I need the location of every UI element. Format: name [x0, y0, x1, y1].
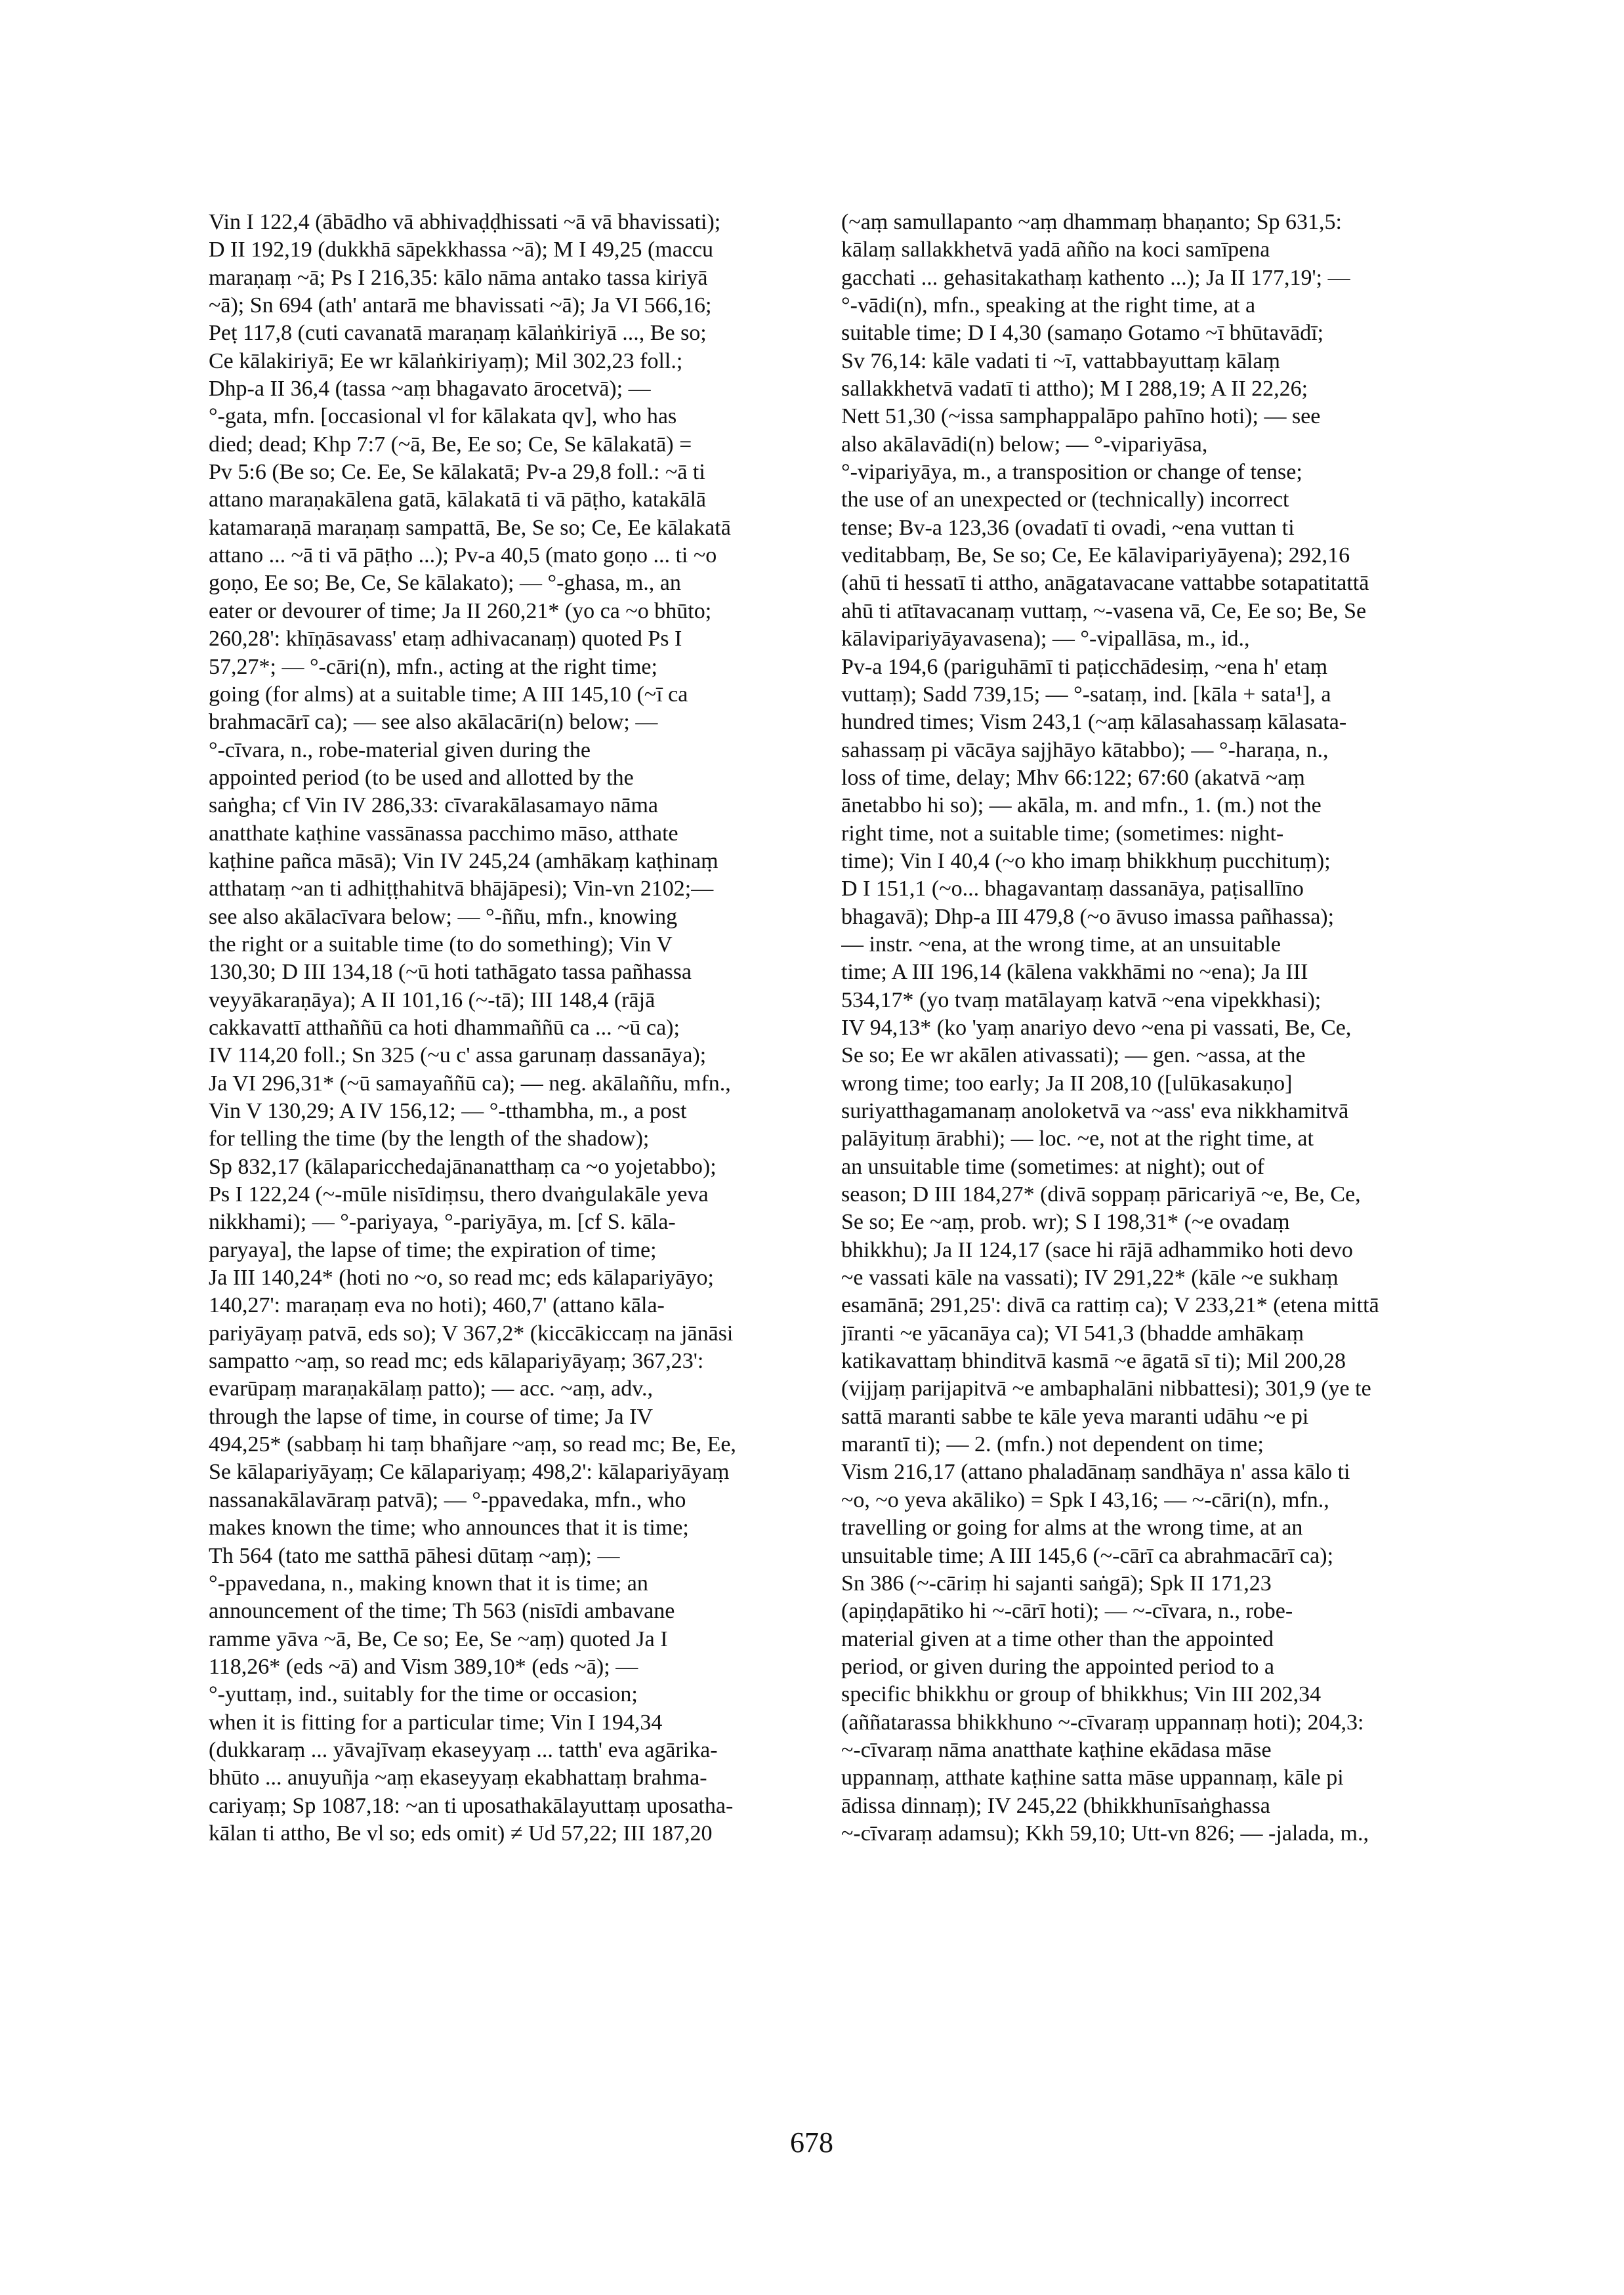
- text-line: cakkavattī atthaññū ca hoti dhammaññū ca ... ~ū ca);: [209, 1015, 680, 1040]
- text-line: IV 94,13* (ko 'yaṃ anariyo devo ~ena pi vassati, Be, Ce,: [841, 1015, 1352, 1040]
- text-line: veyyākaraṇāya); A II 101,16 (~-tā); III 148,4 (rājā: [209, 987, 656, 1012]
- text-line: anatthate kaṭhine vassānassa pacchimo māso, atthate: [209, 821, 678, 846]
- text-line: goṇo, Ee so; Be, Ce, Se kālakato); — °-ghasa, m., an: [209, 571, 681, 596]
- text-line: Dhp-a II 36,4 (tassa ~aṃ bhagavato ārocetvā); —: [209, 377, 651, 402]
- text-line: bhikkhu); Ja II 124,17 (sace hi rājā adhammiko hoti devo: [841, 1237, 1353, 1262]
- text-line: appointed period (to be used and allotted by the: [209, 765, 634, 790]
- text-line: Se kālapariyāyaṃ; Ce kālapariyaṃ; 498,2': kālapariyāyaṃ: [209, 1460, 730, 1485]
- text-line: see also akālacīvara below; — °-ññu, mfn., knowing: [209, 904, 678, 929]
- text-line: Peṭ 117,8 (cuti cavanatā maraṇaṃ kālaṅkiriyā ..., Be so;: [209, 321, 707, 346]
- text-line: atthataṃ ~an ti adhiṭṭhahitvā bhājāpesi); Vin-vn 2102;—: [209, 877, 714, 901]
- text-line: (dukkaraṃ ... yāvajīvaṃ ekaseyyaṃ ... tatth' eva agārika-: [209, 1737, 718, 1762]
- text-line: Vin I 122,4 (ābādho vā abhivaḍḍhissati ~ā vā bhavissati);: [209, 210, 721, 234]
- text-line: travelling or going for alms at the wrong time, at an: [841, 1516, 1303, 1540]
- text-line: (aññatarassa bhikkhuno ~-cīvaraṃ uppannaṃ hoti); 204,3:: [841, 1710, 1364, 1735]
- text-line: (~aṃ samullapanto ~aṃ dhammaṃ bhaṇanto; Sp 631,5:: [841, 210, 1342, 234]
- text-line: saṅgha; cf Vin IV 286,33: cīvarakālasamayo nāma: [209, 793, 658, 818]
- text-line: going (for alms) at a suitable time; A III 145,10 (~ī ca: [209, 682, 688, 707]
- text-line: time); Vin I 40,4 (~o kho imaṃ bhikkhuṃ pucchituṃ);: [841, 848, 1331, 873]
- text-line: tense; Bv-a 123,36 (ovadatī ti ovadi, ~ena vuttan ti: [841, 515, 1295, 540]
- text-line: for telling the time (by the length of the shadow);: [209, 1127, 650, 1151]
- text-line: sampatto ~aṃ, so read mc; eds kālapariyāyaṃ; 367,23':: [209, 1349, 704, 1374]
- text-line: gacchati ... gehasitakathaṃ kathento ...); Ja II 177,19'; —: [841, 265, 1350, 290]
- text-line: eater or devourer of time; Ja II 260,21* (yo ca ~o bhūto;: [209, 598, 712, 623]
- text-line: Pv 5:6 (Be so; Ce. Ee, Se kālakatā; Pv-a 29,8 foll.: ~ā ti: [209, 460, 705, 485]
- text-line: Sv 76,14: kāle vadati ti ~ī, vattabbayuttaṃ kālaṃ: [841, 348, 1280, 373]
- text-line: D I 151,1 (~o... bhagavantaṃ dassanāya, paṭisallīno: [841, 877, 1304, 901]
- text-line: °-cīvara, n., robe-material given during the: [209, 737, 591, 762]
- text-line: IV 114,20 foll.; Sn 325 (~u c' assa garunaṃ dassanāya);: [209, 1043, 707, 1068]
- text-line: katamaraṇā maraṇaṃ sampattā, Be, Se so; Ce, Ee kālakatā: [209, 515, 731, 540]
- text-line: unsuitable time; A III 145,6 (~-cārī ca abrahmacārī ca);: [841, 1543, 1334, 1568]
- text-line: evarūpaṃ maraṇakālaṃ patto); — acc. ~aṃ, adv.,: [209, 1376, 653, 1401]
- text-line: attano maraṇakālena gatā, kālakatā ti vā pāṭho, katakālā: [209, 487, 706, 512]
- text-line: died; dead; Khp 7:7 (~ā, Be, Ee so; Ce, Se kālakatā) =: [209, 432, 692, 457]
- text-line: sallakkhetvā vadatī ti attho); M I 288,19; A II 22,26;: [841, 377, 1308, 402]
- text-line: when it is fitting for a particular time; Vin I 194,34: [209, 1710, 663, 1735]
- text-line: jīranti ~e yācanāya ca); VI 541,3 (bhadde amhākaṃ: [841, 1321, 1304, 1346]
- text-line: Ce kālakiriyā; Ee wr kālaṅkiriyaṃ); Mil 302,23 foll.;: [209, 348, 683, 373]
- text-line: veditabbaṃ, Be, Se so; Ce, Ee kālavipariyāyena); 292,16: [841, 543, 1350, 568]
- text-line: 494,25* (sabbaṃ hi taṃ bhañjare ~aṃ, so read mc; Be, Ee,: [209, 1432, 736, 1457]
- text-line: ādissa dinnaṃ); IV 245,22 (bhikkhunīsaṅghassa: [841, 1793, 1270, 1818]
- left-column: [209, 209, 785, 1848]
- text-line: ahū ti atītavacanaṃ vuttaṃ, ~-vasena vā, Ce, Ee so; Be, Se: [841, 598, 1367, 623]
- text-line: Sn 386 (~-cāriṃ hi sajanti saṅgā); Spk II 171,23: [841, 1571, 1272, 1596]
- right-column: [841, 209, 1417, 1848]
- text-line: Ja III 140,24* (hoti no ~o, so read mc; eds kālapariyāyo;: [209, 1266, 714, 1291]
- text-line: Se so; Ee ~aṃ, prob. wr); S I 198,31* (~e ovadaṃ: [841, 1210, 1290, 1235]
- text-line: season; D III 184,27* (divā soppaṃ pāricariyā ~e, Be, Ce,: [841, 1182, 1361, 1207]
- text-line: 534,17* (yo tvaṃ matālayaṃ katvā ~ena vipekkhasi);: [841, 987, 1322, 1012]
- text-line: ~-cīvaraṃ nāma anatthate kaṭhine ekādasa māse: [841, 1737, 1272, 1762]
- text-line: kaṭhine pañca māsā); Vin IV 245,24 (amhākaṃ kaṭhinaṃ: [209, 848, 718, 873]
- text-line: vuttaṃ); Sadd 739,15; — °-sataṃ, ind. [kāla + sata¹], a: [841, 682, 1331, 707]
- text-line: Th 564 (tato me satthā pāhesi dūtaṃ ~aṃ); —: [209, 1543, 620, 1568]
- page-number: 678: [790, 2126, 833, 2159]
- text-line: palāyituṃ ārabhi); — loc. ~e, not at the right time, at: [841, 1127, 1314, 1151]
- text-line: 140,27': maraṇaṃ eva no hoti); 460,7' (attano kāla-: [209, 1293, 665, 1318]
- text-line: 57,27*; — °-cāri(n), mfn., acting at the right time;: [209, 654, 657, 679]
- text-line: right time, not a suitable time; (sometimes: night-: [841, 821, 1284, 846]
- text-line: ānetabbo hi so); — akāla, m. and mfn., 1. (m.) not the: [841, 793, 1322, 818]
- text-line: attano ... ~ā ti vā pāṭho ...); Pv-a 40,5 (mato goṇo ... ti ~o: [209, 543, 717, 568]
- text-line: katikavattaṃ bhinditvā kasmā ~e āgatā sī ti); Mil 200,28: [841, 1349, 1346, 1374]
- text-line: hundred times; Vism 243,1 (~aṃ kālasahassaṃ kālasata-: [841, 710, 1347, 735]
- text-line: °-ppavedana, n., making known that it is time; an: [209, 1571, 648, 1596]
- text-line: through the lapse of time, in course of time; Ja IV: [209, 1404, 653, 1429]
- text-line: also akālavādi(n) below; — °-vipariyāsa,: [841, 432, 1208, 457]
- text-line: maraṇaṃ ~ā; Ps I 216,35: kālo nāma antako tassa kiriyā: [209, 265, 708, 290]
- text-line: wrong time; too early; Ja II 208,10 ([ulūkasakuṇo]: [841, 1071, 1293, 1096]
- text-line: 118,26* (eds ~ā) and Vism 389,10* (eds ~ā); —: [209, 1654, 638, 1679]
- text-line: ~o, ~o yeva akāliko) = Spk I 43,16; — ~-cāri(n), mfn.,: [841, 1487, 1329, 1512]
- text-line: suriyatthagamanaṃ anoloketvā va ~ass' eva nikkhamitvā: [841, 1099, 1349, 1123]
- text-line: ~ā); Sn 694 (ath' antarā me bhavissati ~ā); Ja VI 566,16;: [209, 293, 712, 318]
- text-line: loss of time, delay; Mhv 66:122; 67:60 (akatvā ~aṃ: [841, 765, 1305, 790]
- text-line: Se so; Ee wr akālen ativassati); — gen. ~assa, at the: [841, 1043, 1306, 1068]
- text-line: ~-cīvaraṃ adamsu); Kkh 59,10; Utt-vn 826; — -jalada, m.,: [841, 1821, 1369, 1846]
- text-line: period, or given during the appointed period to a: [841, 1654, 1274, 1679]
- text-line: sattā maranti sabbe te kāle yeva maranti udāhu ~e pi: [841, 1404, 1309, 1429]
- text-line: kālavipariyāyavasena); — °-vipallāsa, m., id.,: [841, 627, 1250, 651]
- text-line: Ja VI 296,31* (~ū samayaññū ca); — neg. akālaññu, mfn.,: [209, 1071, 731, 1096]
- text-line: Nett 51,30 (~issa samphappalāpo pahīno hoti); — see: [841, 404, 1321, 429]
- text-line: (ahū ti hessatī ti attho, anāgatavacane vattabbe sotapatitattā: [841, 571, 1369, 596]
- text-line: an unsuitable time (sometimes: at night); out of: [841, 1154, 1264, 1179]
- text-line: uppannaṃ, atthate kaṭhine satta māse uppannaṃ, kāle pi: [841, 1766, 1344, 1790]
- text-line: Vism 216,17 (attano phaladānaṃ sandhāya n' assa kālo ti: [841, 1460, 1350, 1485]
- text-line: Pv-a 194,6 (pariguhāmī ti paṭicchādesiṃ, ~ena h' etaṃ: [841, 654, 1328, 679]
- text-line: 260,28': khīṇāsavass' etaṃ adhivacanaṃ) quoted Ps I: [209, 627, 682, 651]
- text-line: ~e vassati kāle na vassati); IV 291,22* (kāle ~e sukhaṃ: [841, 1266, 1339, 1291]
- text-line: °-vādi(n), mfn., speaking at the right time, at a: [841, 293, 1256, 318]
- text-line: nikkhami); — °-pariyaya, °-pariyāya, m. [cf S. kāla-: [209, 1210, 676, 1235]
- text-line: °-yuttaṃ, ind., suitably for the time or occasion;: [209, 1682, 638, 1707]
- text-line: the use of an unexpected or (technically) incorrect: [841, 487, 1289, 512]
- text-line: (apiṇḍapātiko hi ~-cārī hoti); — ~-cīvara, n., robe-: [841, 1599, 1293, 1624]
- text-line: — instr. ~ena, at the wrong time, at an unsuitable: [841, 932, 1281, 957]
- text-line: (vijjaṃ parijapitvā ~e ambaphalāni nibbattesi); 301,9 (ye te: [841, 1376, 1371, 1401]
- text-line: ramme yāva ~ā, Be, Ce so; Ee, Se ~aṃ) quoted Ja I: [209, 1626, 668, 1651]
- text-line: Sp 832,17 (kālaparicchedajānanatthaṃ ca ~o yojetabbo);: [209, 1154, 717, 1179]
- text-line: 130,30; D III 134,18 (~ū hoti tathāgato tassa pañhassa: [209, 960, 692, 985]
- text-line: makes known the time; who announces that it is time;: [209, 1516, 689, 1540]
- text-line: specific bhikkhu or group of bhikkhus; Vin III 202,34: [841, 1682, 1322, 1707]
- text-line: marantī ti); — 2. (mfn.) not dependent on time;: [841, 1432, 1264, 1457]
- text-line: suitable time; D I 4,30 (samaṇo Gotamo ~ī bhūtavādī;: [841, 321, 1324, 346]
- text-line: °-gata, mfn. [occasional vl for kālakata qv], who has: [209, 404, 677, 429]
- text-line: material given at a time other than the appointed: [841, 1626, 1274, 1651]
- text-line: kālaṃ sallakkhetvā yadā añño na koci samīpena: [841, 238, 1270, 262]
- text-line: nassanakālavāraṃ patvā); — °-ppavedaka, mfn., who: [209, 1487, 686, 1512]
- text-line: time; A III 196,14 (kālena vakkhāmi no ~ena); Ja III: [841, 960, 1308, 985]
- text-line: bhagavā); Dhp-a III 479,8 (~o āvuso imassa pañhassa);: [841, 904, 1335, 929]
- text-line: kālan ti attho, Be vl so; eds omit) ≠ Ud 57,22; III 187,20: [209, 1821, 713, 1846]
- text-line: announcement of the time; Th 563 (nisīdi ambavane: [209, 1599, 675, 1624]
- text-line: °-vipariyāya, m., a transposition or change of tense;: [841, 460, 1302, 485]
- text-line: brahmacārī ca); — see also akālacāri(n) below; —: [209, 710, 658, 735]
- text-line: esamānā; 291,25': divā ca rattiṃ ca); V 233,21* (etena mittā: [841, 1293, 1379, 1318]
- text-line: sahassaṃ pi vācāya sajjhāyo kātabbo); — °-haraṇa, n.,: [841, 737, 1329, 762]
- text-line: pariyāyaṃ patvā, eds so); V 367,2* (kiccākiccaṃ na jānāsi: [209, 1321, 734, 1346]
- text-line: cariyaṃ; Sp 1087,18: ~an ti uposathakālayuttaṃ uposatha-: [209, 1793, 734, 1818]
- text-line: D II 192,19 (dukkhā sāpekkhassa ~ā); M I 49,25 (maccu: [209, 238, 714, 262]
- text-line: Vin V 130,29; A IV 156,12; — °-tthambha, m., a post: [209, 1099, 687, 1123]
- text-line: the right or a suitable time (to do something); Vin V: [209, 932, 673, 957]
- text-line: Ps I 122,24 (~-mūle nisīdiṃsu, thero dvaṅgulakāle yeva: [209, 1182, 709, 1207]
- text-line: paryaya], the lapse of time; the expiration of time;: [209, 1237, 657, 1262]
- text-line: bhūto ... anuyuñja ~aṃ ekaseyyaṃ ekabhattaṃ brahma-: [209, 1766, 707, 1790]
